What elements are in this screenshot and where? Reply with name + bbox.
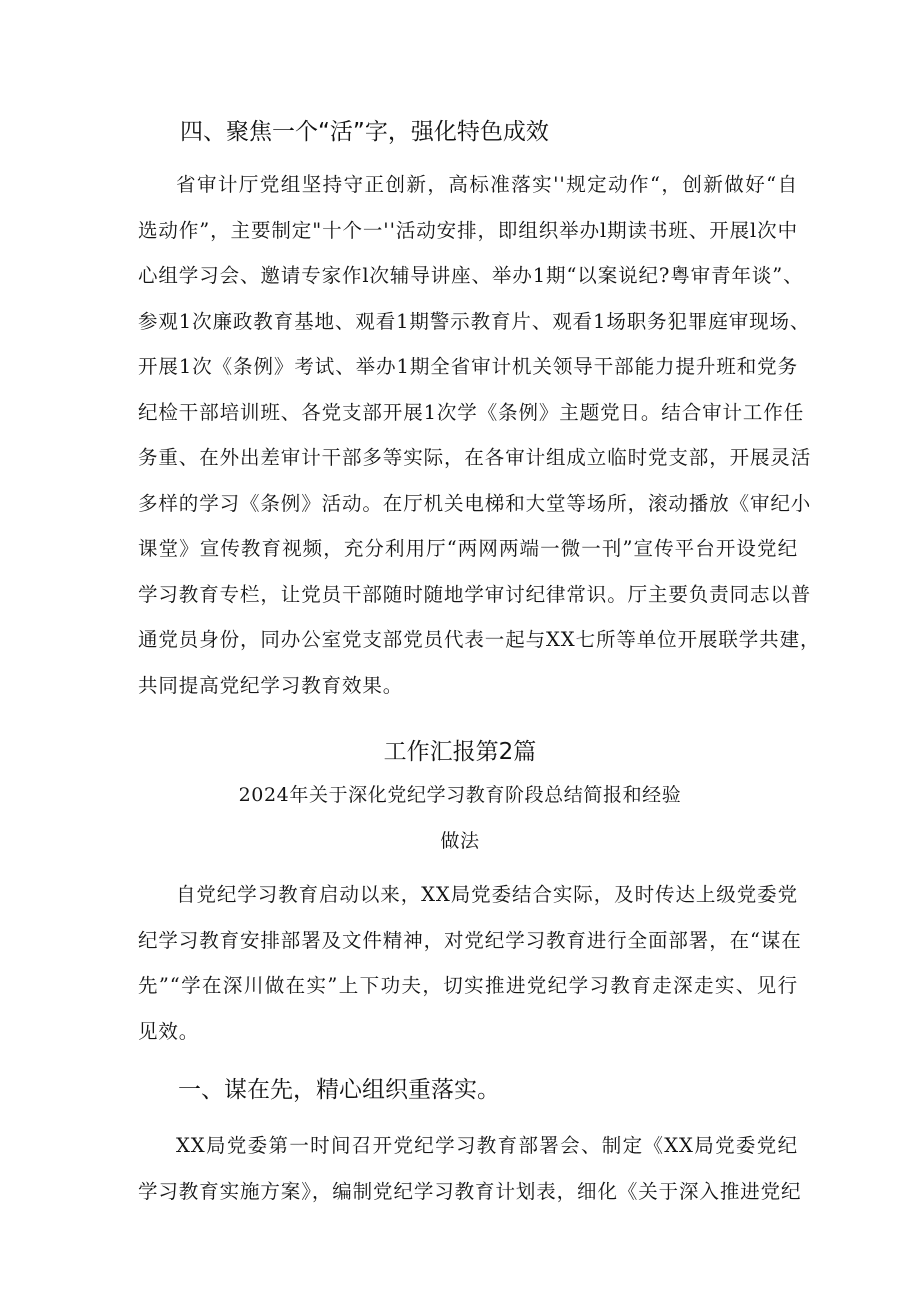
paragraph-line: 纪学习教育安排部署及文件精神，对党纪学习教育进行全面部署，在“谋在 xyxy=(138,929,802,952)
paragraph-line: 多样的学习《条例》活动。在厅机关电梯和大堂等场所，滚动播放《审纪小 xyxy=(138,492,812,515)
paragraph-line: 自党纪学习教育启动以来，XX局党委结合实际，及时传达上级党委党 xyxy=(176,883,798,906)
paragraph-line: 务重、在外出差审计干部多等实际，在各审计组成立临时党支部，开展灵活 xyxy=(138,446,812,469)
paragraph-line: 开展1次《条例》考试、举办1期全省审计机关领导干部能力提升班和党务 xyxy=(138,355,798,378)
paragraph-line: 课堂》宣传教育视频，充分利用厅“两网两端一微一刊”宣传平台开设党纪 xyxy=(138,537,798,560)
paragraph-line: 学习教育实施方案》，编制党纪学习教育计划表，细化《关于深入推进党纪 xyxy=(138,1180,802,1203)
article-subtitle-line: 做法 xyxy=(440,830,480,852)
paragraph-line: 学习教育专栏，让党员干部随时随地学审讨纪律常识。厅主要负责同志以普 xyxy=(138,583,812,606)
article-title: 工作汇报第2篇 xyxy=(383,739,537,765)
paragraph-line: 先”“学在深川做在实”上下功夫，切实推进党纪学习教育走深走实、见行 xyxy=(138,974,798,997)
section-four-heading: 四、聚焦一个“活”字，强化特色成效 xyxy=(180,119,549,145)
paragraph-line: 省审计厅党组坚持守正创新，高标准落实''规定动作“，创新做好“自 xyxy=(176,173,798,196)
article-subtitle-line: 2024年关于深化党纪学习教育阶段总结简报和经验 xyxy=(238,784,682,806)
paragraph-line: 纪检干部培训班、各党支部开展1次学《条例》主题党日。结合审计工作任 xyxy=(138,401,805,424)
section-one-heading: 一、谋在先，精心组织重落实。 xyxy=(178,1077,500,1103)
paragraph-line: XX局党委第一时间召开党纪学习教育部署会、制定《XX局党委党纪 xyxy=(176,1134,798,1157)
paragraph-line: 共同提高党纪学习教育效果。 xyxy=(138,674,404,697)
paragraph-line: 心组学习会、邀请专家作l次辅导讲座、举办1期“以案说纪?粤审青年谈”、 xyxy=(138,264,804,287)
paragraph-line: 选动作”，主要制定"十个一''活动安排，即组织举办l期读书班、开展l次中 xyxy=(138,219,798,242)
paragraph-line: 参观1次廉政教育基地、观看1期警示教育片、观看1场职务犯罪庭审现场、 xyxy=(138,310,811,333)
paragraph-line: 通党员身份，同办公室党支部党员代表一起与XX七所等单位开展联学共建， xyxy=(138,628,821,651)
paragraph-line: 见效。 xyxy=(138,1020,200,1043)
